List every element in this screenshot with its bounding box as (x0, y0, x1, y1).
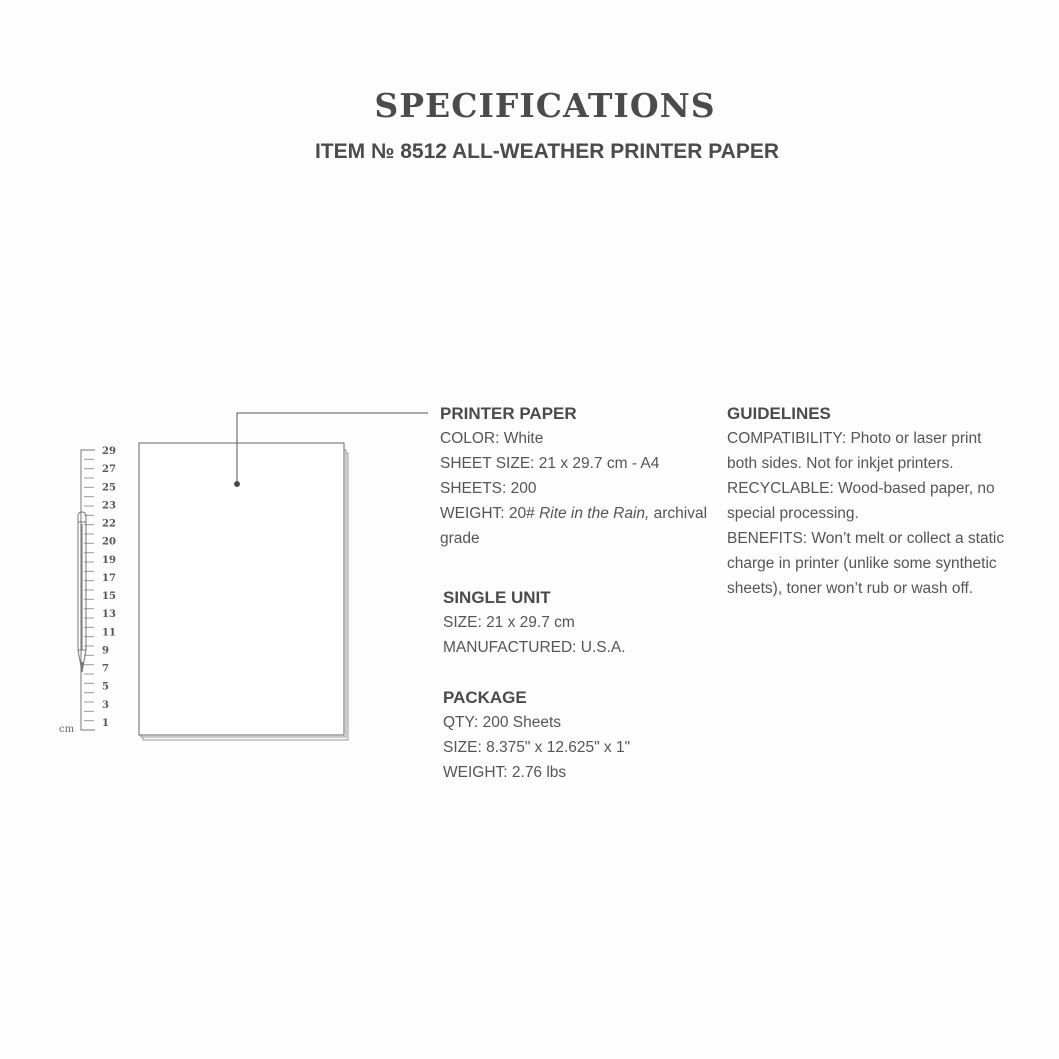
ruler-label: 22 (102, 518, 116, 530)
paper-color: COLOR: White (440, 430, 544, 447)
paper-sheet-size: SHEET SIZE: 21 x 29.7 cm - A4 (440, 455, 660, 472)
single-unit-section (443, 585, 713, 660)
package-section (443, 685, 713, 785)
package-size: SIZE: 8.375" x 12.625" x 1" (443, 739, 631, 756)
page-title: SPECIFICATIONS (374, 86, 716, 125)
ruler-unit-label: cm (59, 724, 75, 735)
ruler-label: 29 (102, 446, 116, 457)
ruler-label: 3 (102, 699, 109, 711)
ruler-label: 25 (102, 482, 116, 494)
package-weight: WEIGHT: 2.76 lbs (443, 764, 567, 781)
ruler-label: 11 (102, 627, 116, 639)
package-heading: PACKAGE (443, 688, 527, 707)
paper-stack-icon (139, 443, 348, 740)
printer-paper-heading: PRINTER PAPER (440, 404, 577, 423)
ruler-label: 7 (102, 663, 109, 675)
printer-paper-section (440, 401, 720, 551)
unit-size: SIZE: 21 x 29.7 cm (443, 614, 575, 631)
paper-weight-brand: Rite in the Rain, (539, 505, 650, 522)
size-illustration (0, 0, 440, 760)
ruler-label: 15 (102, 591, 116, 603)
paper-weight (440, 501, 720, 551)
guideline-recyclable: RECYCLABLE: Wood-based paper, no special processing. (727, 480, 995, 522)
paper-weight-prefix: WEIGHT: 20# (440, 505, 540, 522)
single-unit-heading: SINGLE UNIT (443, 588, 551, 607)
ruler-label: 17 (102, 572, 116, 584)
unit-manufactured: MANUFACTURED: U.S.A. (443, 639, 626, 656)
guidelines-heading: GUIDELINES (727, 404, 831, 423)
pencil-icon (78, 512, 86, 672)
ruler-label: 19 (102, 554, 116, 566)
ruler-label: 23 (102, 500, 116, 512)
page-subtitle: ITEM № 8512 ALL-WEATHER PRINTER PAPER (314, 140, 780, 163)
package-qty: QTY: 200 Sheets (443, 714, 562, 731)
ruler (59, 446, 116, 735)
ruler-label: 13 (102, 609, 116, 621)
guideline-benefits: BENEFITS: Won’t melt or collect a static charge in printer (unlike some synthetic sheets), toner won’t rub or wash off. (727, 530, 1005, 597)
paper-weight-suffix: archival grade (440, 505, 708, 547)
paper-sheets: SHEETS: 200 (440, 480, 537, 497)
ruler-label: 27 (102, 464, 116, 476)
guidelines-section (727, 401, 1012, 601)
ruler-label: 9 (102, 645, 109, 657)
ruler-label: 5 (102, 681, 109, 693)
guideline-compatibility: COMPATIBILITY: Photo or laser print both sides. Not for inkjet printers. (727, 430, 982, 472)
ruler-label: 20 (102, 536, 116, 548)
ruler-label: 1 (102, 718, 109, 729)
